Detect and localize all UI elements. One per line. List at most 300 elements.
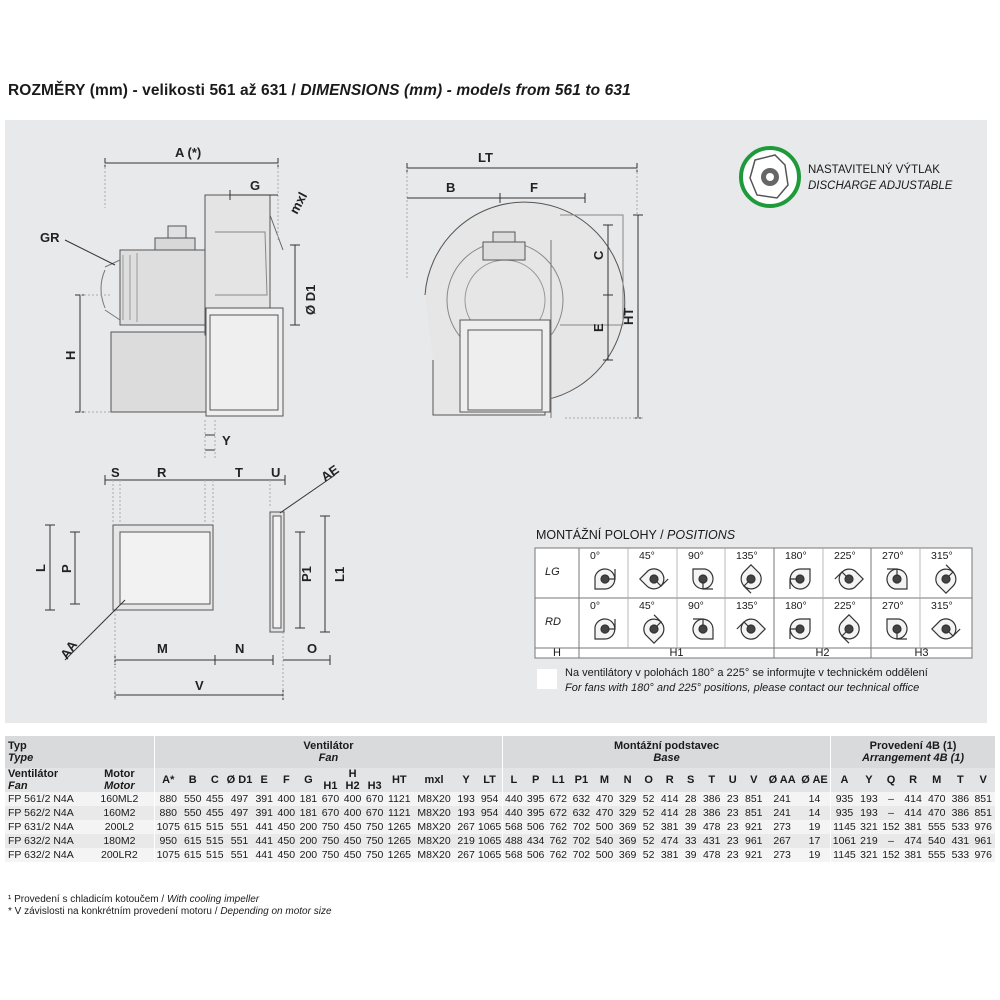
position-lg-4 <box>777 550 821 596</box>
positions-note <box>565 666 928 696</box>
position-angle-label: 135° <box>736 550 758 562</box>
col-fan <box>5 768 85 792</box>
table-cell: 488 <box>503 834 525 848</box>
table-cell: 470 <box>593 792 616 806</box>
table-cell: 321 <box>858 848 880 862</box>
table-cell: 200 <box>297 848 319 862</box>
table-cell: 961 <box>971 834 995 848</box>
table-cell: 14 <box>799 792 831 806</box>
dim-A: A (*) <box>175 145 202 160</box>
table-cell: 1065 <box>477 849 502 861</box>
table-cell: 1121 <box>386 792 413 806</box>
dimensions-table <box>5 736 995 862</box>
table-cell: 551 <box>226 848 253 862</box>
col-v: V <box>742 768 765 792</box>
table-cell: 23 <box>723 820 742 834</box>
table-cell: 200 <box>297 820 319 834</box>
table-cell: 391 <box>253 806 275 820</box>
table-cell: 17 <box>799 834 831 848</box>
table-row <box>5 820 995 834</box>
dim-C: C <box>591 250 606 260</box>
footnote-2 <box>8 906 332 918</box>
table-cell: 395 <box>525 806 547 820</box>
note-cz: Na ventilátory v polohách 180° a 225° se informujte v technickém oddělení <box>565 667 928 679</box>
col-t: T <box>949 768 971 792</box>
type-header-cz: Typ <box>8 740 27 752</box>
fan-position-icon <box>734 612 768 646</box>
table-cell: 33 <box>681 834 700 848</box>
table-cell: 1075 <box>154 820 181 834</box>
table-cell: 200 <box>297 834 319 848</box>
dim-N: N <box>235 641 245 656</box>
table-cell: 193 <box>455 806 477 820</box>
fan-position-icon <box>686 562 720 596</box>
col-h-label: H3 <box>367 780 382 792</box>
table-cell: 395 <box>525 792 547 806</box>
table-cell: 152 <box>880 820 902 834</box>
dim-H: H <box>63 350 78 360</box>
col-b: B <box>182 768 204 792</box>
fan-position-icon <box>880 562 914 596</box>
col-e: E <box>253 768 275 792</box>
base-header <box>503 736 831 768</box>
col-d1: Ø D1 <box>226 768 253 792</box>
col-m: M <box>924 768 949 792</box>
footnote-2-cz: * V závislosti na konkrétním provedení motoru / <box>8 906 221 917</box>
table-cell: 851 <box>742 792 765 806</box>
position-lg-7 <box>923 550 967 596</box>
table-cell: 506 <box>525 848 547 862</box>
table-cell: M8X20 <box>413 820 455 834</box>
table-row <box>5 848 995 862</box>
table-cell: 369 <box>616 834 639 848</box>
footnote-1 <box>8 894 332 906</box>
position-angle-label: 0° <box>590 550 601 562</box>
table-cell: 52 <box>639 834 658 848</box>
table-cell: FP 632/2 N4A <box>5 848 85 862</box>
table-cell: 52 <box>639 848 658 862</box>
table-cell: 1065 <box>477 821 502 833</box>
discharge-adjustable-icon <box>741 148 799 206</box>
table-row <box>5 806 995 820</box>
footnote-1-cz: ¹ Provedení s chladicím kotoučem / <box>8 894 167 905</box>
table-cell: 515 <box>204 820 226 834</box>
col-p1: P1 <box>570 768 593 792</box>
position-lg-5 <box>826 550 870 596</box>
table-cell: 386 <box>700 806 723 820</box>
fan-position-icon <box>832 562 866 596</box>
base-header-en: Base <box>653 752 680 764</box>
table-cell: 954 <box>477 806 502 820</box>
fan-position-icon <box>637 612 671 646</box>
arrangement-header-cz: Provedení 4B (1) <box>869 740 957 752</box>
table-cell: 267 <box>455 820 477 834</box>
position-angle-label: 90° <box>688 600 704 612</box>
table-cell: 19 <box>799 848 831 862</box>
table-cell: 750 <box>364 820 386 834</box>
table-cell: 52 <box>639 820 658 834</box>
table-cell: 267 <box>765 834 799 848</box>
position-rd-6 <box>874 600 918 646</box>
dim-LT: LT <box>478 150 493 165</box>
title-cz: ROZMĚRY (mm) - velikosti 561 až 631 / <box>8 82 301 99</box>
col-h-group: H <box>348 768 357 780</box>
dim-V: V <box>195 678 204 693</box>
position-angle-label: 180° <box>785 600 807 612</box>
position-rd-0 <box>582 600 626 646</box>
col-y: Y <box>858 768 880 792</box>
table-cell: 615 <box>182 820 204 834</box>
col-h-label: H1 <box>323 780 338 792</box>
col-v: V <box>971 768 995 792</box>
table-cell: 702 <box>570 848 593 862</box>
col-n: N <box>616 768 639 792</box>
col-h1 <box>319 768 341 792</box>
table-cell: 474 <box>902 834 924 848</box>
table-cell: 632 <box>570 806 593 820</box>
position-angle-label: 90° <box>688 550 704 562</box>
table-cell: 1121 <box>386 806 413 820</box>
table-cell: 28 <box>681 806 700 820</box>
dim-O: O <box>307 641 318 656</box>
fan-position-icon <box>588 562 622 596</box>
table-cell: 880 <box>154 792 181 806</box>
table-cell: FP 561/2 N4A <box>5 792 85 806</box>
col-a: A <box>831 768 858 792</box>
dim-HT: HT <box>621 307 636 325</box>
footnote-2-en: Depending on motor size <box>220 906 332 917</box>
table-cell: 414 <box>902 806 924 820</box>
table-cell: 273 <box>765 820 799 834</box>
note-en: For fans with 180° and 225° positions, please contact our technical office <box>565 682 920 694</box>
table-cell: 450 <box>342 834 364 848</box>
table-cell: 181 <box>297 792 319 806</box>
table-cell: 414 <box>658 792 681 806</box>
front-view <box>407 163 645 418</box>
table-cell: 670 <box>319 792 341 806</box>
table-cell: 672 <box>547 806 570 820</box>
table-cell: M8X20 <box>413 792 455 806</box>
col-ae: Ø AE <box>799 768 831 792</box>
table-cell: 921 <box>742 848 765 862</box>
footnote-1-en: With cooling impeller <box>166 894 260 905</box>
table-cell: 441 <box>253 848 275 862</box>
table-cell: 273 <box>765 848 799 862</box>
table-cell: 762 <box>547 834 570 848</box>
table-cell: 1145 <box>831 820 858 834</box>
fan-header-cz: Ventilátor <box>303 740 354 752</box>
table-cell: 632 <box>570 792 593 806</box>
table-cell: 455 <box>204 806 226 820</box>
col-r: R <box>658 768 681 792</box>
col-p: P <box>525 768 547 792</box>
dim-R: R <box>157 465 167 480</box>
table-cell: 550 <box>182 806 204 820</box>
table-cell: 500 <box>593 820 616 834</box>
position-group-h1: H1 <box>669 647 684 659</box>
table-cell: 551 <box>226 834 253 848</box>
col-c: C <box>204 768 226 792</box>
fan-position-icon <box>588 612 622 646</box>
table-cell: 470 <box>593 806 616 820</box>
table-cell: 851 <box>971 806 995 820</box>
title-en: DIMENSIONS (mm) - models from 561 to 631 <box>300 82 631 99</box>
table-cell: M8X20 <box>413 834 455 848</box>
dim-D1: Ø D1 <box>303 284 318 315</box>
table-cell: 935 <box>831 792 858 806</box>
table-cell: 880 <box>154 806 181 820</box>
table-cell: 455 <box>204 792 226 806</box>
col-h3 <box>364 768 386 792</box>
col-y: Y <box>455 768 477 792</box>
table-cell: 750 <box>319 834 341 848</box>
col-l1: L1 <box>547 768 570 792</box>
table-cell: 200L2 <box>85 820 154 834</box>
table-cell: 160M2 <box>85 806 154 820</box>
positions-title-en: POSITIONS <box>667 528 736 542</box>
table-cell: 750 <box>319 820 341 834</box>
table-cell: 615 <box>182 848 204 862</box>
dim-G: G <box>250 178 261 193</box>
table-cell: 386 <box>949 792 971 806</box>
col-fan-en: Fan <box>8 780 28 792</box>
fan-position-icon <box>686 612 720 646</box>
table-cell: 329 <box>616 792 639 806</box>
table-cell: 750 <box>364 834 386 848</box>
position-row-lg: LG <box>545 566 560 578</box>
badge-en: DISCHARGE ADJUSTABLE <box>808 180 953 192</box>
col-motor <box>85 768 154 792</box>
side-view <box>65 158 300 460</box>
dim-F: F <box>530 180 538 195</box>
table-cell: 670 <box>364 806 386 820</box>
fan-header <box>154 736 502 768</box>
col-o: O <box>639 768 658 792</box>
table-cell: 515 <box>204 834 226 848</box>
col-ht: HT <box>386 768 413 792</box>
table-cell: 515 <box>204 848 226 862</box>
position-lg-6 <box>874 550 918 596</box>
dim-S: S <box>111 465 120 480</box>
position-angle-label: 225° <box>834 550 856 562</box>
position-angle-label: 45° <box>639 550 655 562</box>
table-cell: 414 <box>902 792 924 806</box>
type-header-en: Type <box>8 752 34 764</box>
table-cell: 219 <box>455 834 477 848</box>
base-plan-view <box>45 475 335 700</box>
position-angle-label: 0° <box>590 600 601 612</box>
position-angle-label: 45° <box>639 600 655 612</box>
position-angle-label: 315° <box>931 550 953 562</box>
fan-position-icon <box>880 612 914 646</box>
table-cell: 976 <box>971 848 995 862</box>
position-group-h: H <box>553 647 561 659</box>
table-cell: 386 <box>949 806 971 820</box>
table-cell: 369 <box>616 820 639 834</box>
dim-E: E <box>591 323 606 332</box>
col-a: A* <box>154 768 181 792</box>
fan-header-en: Fan <box>318 752 339 764</box>
position-rd-5 <box>826 600 870 646</box>
fan-position-icon <box>783 612 817 646</box>
dim-AA: AA <box>57 637 81 662</box>
position-angle-label: 225° <box>834 600 856 612</box>
table-cell: 381 <box>658 820 681 834</box>
table-cell: 329 <box>616 806 639 820</box>
table-cell: 193 <box>455 792 477 806</box>
fan-position-icon <box>929 562 963 596</box>
table-cell: 540 <box>593 834 616 848</box>
table-cell: 386 <box>700 792 723 806</box>
table-cell: 550 <box>182 792 204 806</box>
table-cell: 381 <box>902 848 924 862</box>
table-cell: 200LR2 <box>85 848 154 862</box>
table-cell: 470 <box>924 806 949 820</box>
table-cell: 615 <box>182 834 204 848</box>
col-g: G <box>297 768 319 792</box>
col-l: L <box>503 768 525 792</box>
table-cell: 1061 <box>831 834 858 848</box>
table-cell: 702 <box>570 820 593 834</box>
table-cell: FP 562/2 N4A <box>5 806 85 820</box>
type-header <box>5 736 154 768</box>
table-cell: – <box>880 806 902 820</box>
table-cell: 497 <box>226 792 253 806</box>
dim-GR: GR <box>40 230 60 245</box>
position-rd-1 <box>631 600 675 646</box>
arrangement-header <box>831 736 995 768</box>
dim-P1: P1 <box>299 566 314 582</box>
dim-P: P <box>59 564 74 573</box>
table-row <box>5 792 995 806</box>
table-row <box>5 834 995 848</box>
table-cell: 440 <box>503 806 525 820</box>
position-lg-1 <box>631 550 675 596</box>
table-cell: – <box>880 792 902 806</box>
table-cell: 450 <box>275 848 297 862</box>
table-cell: 750 <box>319 848 341 862</box>
table-cell: 381 <box>658 848 681 862</box>
positions-title <box>536 528 735 542</box>
table-cell: 400 <box>342 806 364 820</box>
column-header-row <box>5 768 995 792</box>
table-cell: 160ML2 <box>85 792 154 806</box>
table-cell: 950 <box>154 834 181 848</box>
table-cell: 506 <box>525 820 547 834</box>
table-cell: M8X20 <box>413 848 455 862</box>
col-motor-cz: Motor <box>104 768 135 780</box>
dim-Y: Y <box>222 433 231 448</box>
table-cell: 193 <box>858 806 880 820</box>
table-cell: 555 <box>924 848 949 862</box>
col-aa: Ø AA <box>765 768 799 792</box>
col-h2-label: H2 <box>345 780 360 792</box>
table-cell: 431 <box>700 834 723 848</box>
table-cell: 23 <box>723 848 742 862</box>
table-cell: 52 <box>639 792 658 806</box>
position-lg-3 <box>728 550 772 596</box>
table-cell: 1065 <box>477 835 502 847</box>
table-cell: 431 <box>949 834 971 848</box>
col-fan-cz: Ventilátor <box>8 768 59 780</box>
table-cell: 369 <box>616 848 639 862</box>
positions-title-cz: MONTÁŽNÍ POLOHY / <box>536 528 668 542</box>
table-cell: 954 <box>477 792 502 806</box>
table-cell: 1145 <box>831 848 858 862</box>
table-cell: 450 <box>342 820 364 834</box>
position-lg-2 <box>680 550 724 596</box>
dim-mxl: mxl <box>286 189 311 217</box>
table-cell: 555 <box>924 820 949 834</box>
table-cell: 935 <box>831 806 858 820</box>
footnotes <box>8 894 332 918</box>
table-cell: 39 <box>681 848 700 862</box>
table-cell: 450 <box>275 834 297 848</box>
table-cell: 1265 <box>387 821 411 833</box>
col-motor-en: Motor <box>104 780 135 792</box>
fan-position-icon <box>783 562 817 596</box>
table-cell: 391 <box>253 792 275 806</box>
table-cell: 180M2 <box>85 834 154 848</box>
position-angle-label: 135° <box>736 600 758 612</box>
table-cell: 533 <box>949 820 971 834</box>
col-f: F <box>275 768 297 792</box>
table-cell: 976 <box>971 820 995 834</box>
table-cell: 762 <box>547 820 570 834</box>
note-marker <box>537 669 557 689</box>
table-cell: 474 <box>658 834 681 848</box>
position-rd-4 <box>777 600 821 646</box>
table-cell: FP 631/2 N4A <box>5 820 85 834</box>
table-cell: 533 <box>949 848 971 862</box>
table-cell: 414 <box>658 806 681 820</box>
base-header-cz: Montážní podstavec <box>613 740 720 752</box>
col-lt: LT <box>477 768 502 792</box>
table-cell: 851 <box>971 792 995 806</box>
fan-position-icon <box>637 562 671 596</box>
table-cell: 1075 <box>154 848 181 862</box>
table-cell: 1265 <box>387 849 411 861</box>
table-cell: 750 <box>364 848 386 862</box>
table-cell: 23 <box>723 834 742 848</box>
table-cell: 478 <box>700 848 723 862</box>
table-cell: 441 <box>253 820 275 834</box>
dim-T: T <box>235 465 243 480</box>
table-cell: 152 <box>880 848 902 862</box>
table-cell: 193 <box>858 792 880 806</box>
table-cell: 1265 <box>387 835 411 847</box>
table-cell: 551 <box>226 820 253 834</box>
badge-cz: NASTAVITELNÝ VÝTLAK <box>808 164 940 176</box>
table-cell: 381 <box>902 820 924 834</box>
position-rd-2 <box>680 600 724 646</box>
table-cell: 670 <box>364 792 386 806</box>
table-cell: 762 <box>547 848 570 862</box>
table-cell: 441 <box>253 834 275 848</box>
position-group-h2: H2 <box>815 647 830 659</box>
position-angle-label: 270° <box>882 600 904 612</box>
table-cell: 52 <box>639 806 658 820</box>
table-cell: 434 <box>525 834 547 848</box>
dim-U: U <box>271 465 281 480</box>
table-cell: 961 <box>742 834 765 848</box>
table-cell: 267 <box>455 848 477 862</box>
table-cell: 497 <box>226 806 253 820</box>
table-cell: 241 <box>765 806 799 820</box>
table-cell: 921 <box>742 820 765 834</box>
position-row-rd: RD <box>545 616 561 628</box>
discharge-adjustable-label <box>808 162 952 194</box>
